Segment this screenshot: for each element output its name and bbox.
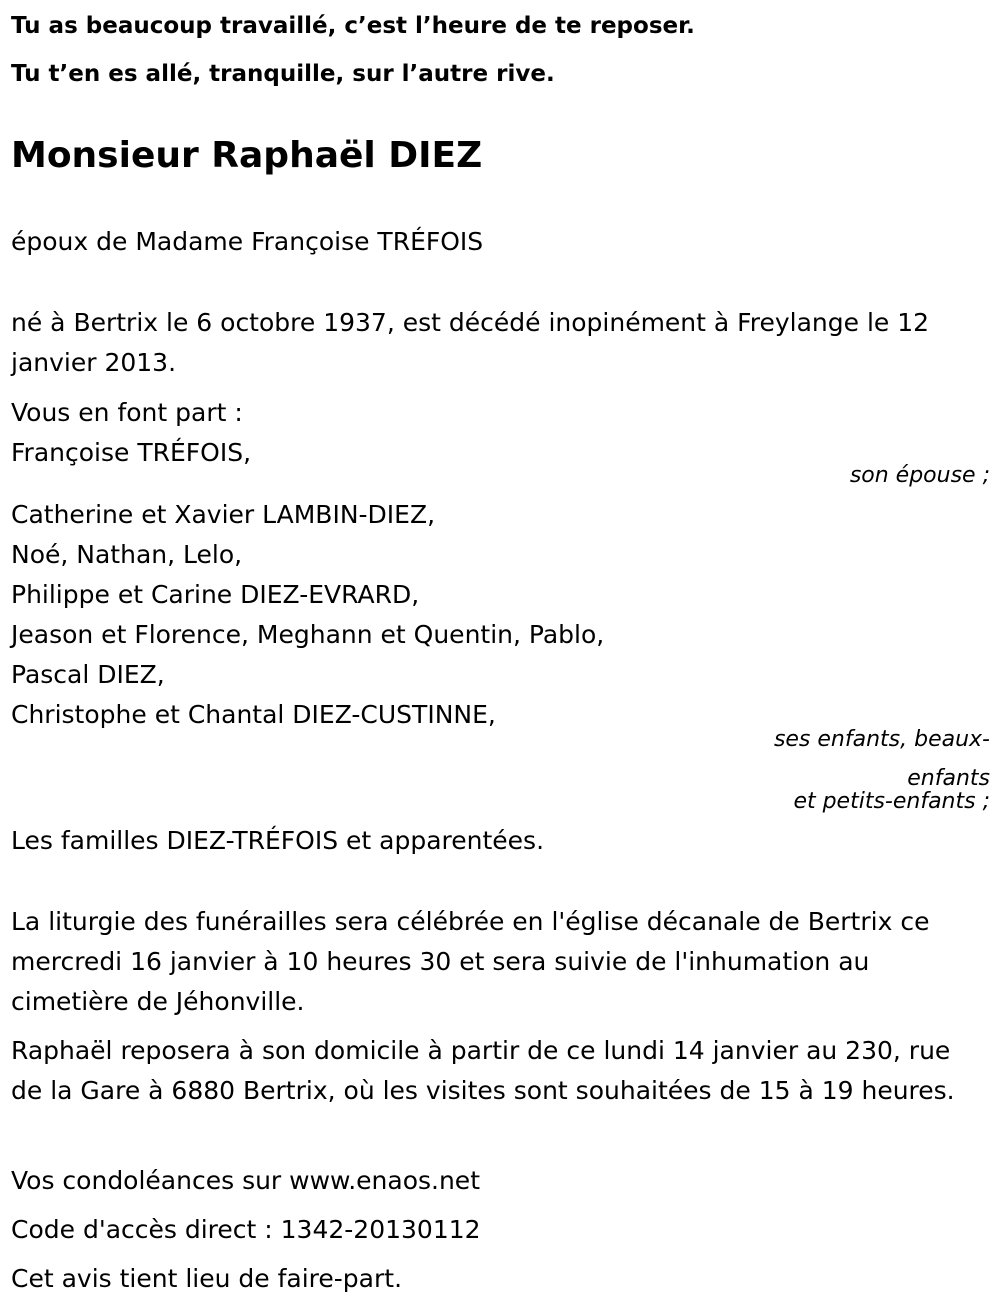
children-line-6: Christophe et Chantal DIEZ-CUSTINNE, xyxy=(11,700,496,729)
children-line-4: Jeason et Florence, Meghann et Quentin, Pablo, xyxy=(11,620,605,649)
access-code-line: Code d'accès direct : 1342-20130112 xyxy=(11,1215,481,1244)
announcement-intro: Vous en font part : xyxy=(11,398,243,427)
visit-paragraph: Raphaël reposera à son domicile à partir de ce lundi 14 janvier au 230, rue de la Gare à 6880 Bertrix, où les visites sont souhaitées de 15 à 19 heures. xyxy=(11,1036,955,1105)
children-line-1: Catherine et Xavier LAMBIN-DIEZ, xyxy=(11,500,436,529)
children-role-line-3: et petits-enfants ; xyxy=(793,789,990,814)
spouse-family-line: Françoise TRÉFOIS, xyxy=(11,438,252,467)
notice-line: Cet avis tient lieu de faire-part. xyxy=(11,1264,403,1293)
birth-death-paragraph: né à Bertrix le 6 octobre 1937, est décédé inopinément à Freylange le 12 janvier 2013. xyxy=(11,308,930,377)
deceased-name: Monsieur Raphaël DIEZ xyxy=(11,135,483,176)
children-role-line-2: enfants xyxy=(907,766,990,791)
epigraph-line-1: Tu as beaucoup travaillé, c’est l’heure de te reposer. xyxy=(11,13,695,39)
children-role-line-1: ses enfants, beaux- xyxy=(773,727,990,752)
spouse-role: son épouse ; xyxy=(849,463,990,488)
condolences-line: Vos condoléances sur www.enaos.net xyxy=(11,1166,480,1195)
spouse-line: époux de Madame Françoise TRÉFOIS xyxy=(11,227,484,256)
children-line-2: Noé, Nathan, Lelo, xyxy=(11,540,243,569)
liturgy-paragraph: La liturgie des funérailles sera célébrée en l'église décanale de Bertrix ce mercredi 16 janvier à 10 heures 30 et sera suivie de l'inhumation au cimetière de Jéhonville. xyxy=(11,907,930,1016)
families-line: Les familles DIEZ-TRÉFOIS et apparentées. xyxy=(11,826,545,855)
epigraph-line-2: Tu t’en es allé, tranquille, sur l’autre rive. xyxy=(11,61,555,87)
children-line-3: Philippe et Carine DIEZ-EVRARD, xyxy=(11,580,420,609)
children-line-5: Pascal DIEZ, xyxy=(11,660,165,689)
